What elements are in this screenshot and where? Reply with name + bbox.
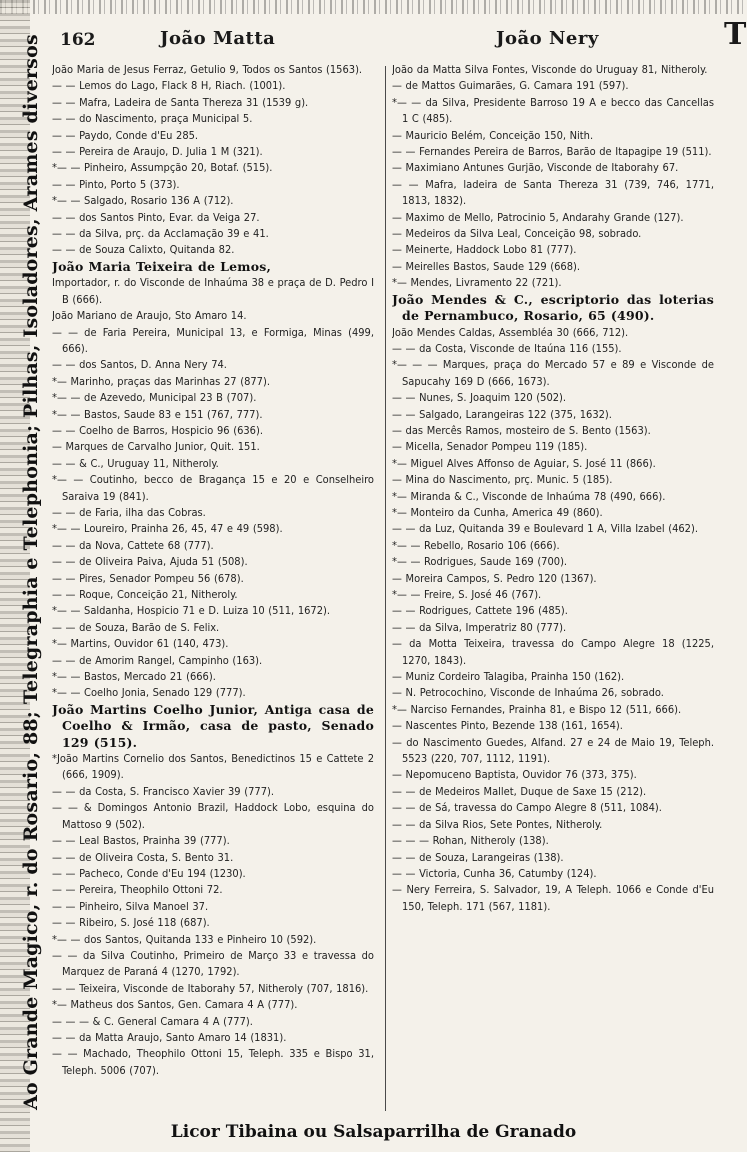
directory-entry: — — da Costa, Visconde de Itaúna 116 (155). [392, 341, 622, 355]
directory-entry: — — do Nascimento, praça Municipal 5. [52, 112, 253, 126]
directory-entry: — Moreira Campos, S. Pedro 120 (1367). [392, 571, 597, 585]
directory-entry: João da Matta Silva Fontes, Visconde do Uruguay 81, Nitheroly. [392, 63, 708, 76]
directory-entry: — — Ribeiro, S. José 118 (687). [52, 916, 210, 930]
directory-entry: — — Paydo, Conde d'Eu 285. [52, 128, 199, 142]
directory-entry: — — Roque, Conceição 21, Nitheroly. [52, 588, 238, 601]
directory-entry: — — Mafra, ladeira de Santa Thereza 31 (739, 746, 1771, 1813, 1832). [392, 177, 714, 208]
directory-entry: — — Salgado, Larangeiras 122 (375, 1632). [392, 407, 612, 421]
directory-heading: João Martins Coelho Junior, Antiga casa de Coelho & Irmão, casa de pasto, Senado 129 (515). [52, 701, 374, 750]
directory-entry: — — Mafra, Ladeira de Santa Thereza 31 (1539 g). [52, 95, 309, 109]
corner-mark: T [724, 17, 747, 52]
directory-entry: *— — Freire, S. José 46 (767). [392, 588, 542, 601]
directory-entry: — — Rodrigues, Cattete 196 (485). [392, 604, 568, 618]
directory-entry: — de Mattos Guimarães, G. Camara 191 (597). [392, 79, 629, 93]
directory-entry: — do Nascimento Guedes, Alfand. 27 e 24 de Maio 19, Teleph. 5523 (220, 707, 1112, 1191). [392, 735, 714, 766]
footer-advert: Licor Tibaina ou Salsaparrilha de Granado [170, 1122, 577, 1142]
directory-entry: *— Miranda & C., Visconde de Inhaúma 78 (490, 666). [392, 489, 666, 503]
directory-entry: — Meinerte, Haddock Lobo 81 (777). [392, 243, 577, 257]
directory-entry: — — Pinto, Porto 5 (373). [52, 177, 180, 191]
directory-entry: — — Leal Bastos, Prainha 39 (777). [52, 834, 230, 848]
directory-entry: — — de Medeiros Mallet, Duque de Saxe 15 (212). [392, 784, 647, 798]
directory-entry: — — de Amorim Rangel, Campinho (163). [52, 653, 263, 667]
directory-entry: — — & C., Uruguay 11, Nitheroly. [52, 456, 219, 470]
directory-entry: — — Pereira de Araujo, D. Julia 1 M (321). [52, 145, 263, 159]
directory-entry: — Micella, Senador Pompeu 119 (185). [392, 440, 588, 454]
page-number: 162 [60, 30, 96, 50]
directory-entry: — — de Souza, Larangeiras (138). [392, 850, 564, 864]
directory-entry: — Meirelles Bastos, Saude 129 (668). [392, 259, 581, 273]
directory-entry: — Maximiano Antunes Gurjão, Visconde de Itaborahy 67. [392, 161, 679, 175]
directory-entry: *— — Coutinho, becco de Bragança 15 e 20 e Conselheiro Saraiva 19 (841). [52, 473, 374, 503]
directory-entry: — da Motta Teixeira, travessa do Campo Alegre 18 (1225, 1270, 1843). [392, 637, 714, 667]
directory-entry: — Nery Ferreira, S. Salvador, 19, A Teleph. 1066 e Conde d'Eu 150, Teleph. 171 (567, 1181). [392, 883, 714, 913]
directory-entry: *— — Rodrigues, Saude 169 (700). [392, 555, 568, 569]
directory-entry: — — dos Santos Pinto, Evar. da Veiga 27. [52, 210, 260, 224]
directory-entry: — — de Oliveira Paiva, Ajuda 51 (508). [52, 555, 248, 569]
directory-entry: *— Matheus dos Santos, Gen. Camara 4 A (777). [52, 998, 298, 1012]
column-divider [385, 66, 386, 1111]
directory-entry: *— Mendes, Livramento 22 (721). [392, 276, 562, 290]
directory-entry: — — Fernandes Pereira de Barros, Barão de Itapagipe 19 (511). [392, 145, 712, 159]
directory-entry: — — Coelho de Barros, Hospicio 96 (636). [52, 423, 263, 437]
directory-entry: *— — Bastos, Saude 83 e 151 (767, 777). [52, 407, 263, 421]
directory-entry: — — de Faria, ilha das Cobras. [52, 505, 206, 519]
side-advert: Ao Grande Magico, r. do Rosario, 88; Telegraphia e Telephonia; Pilhas, Isoladores, Arames diversos [20, 34, 42, 1110]
directory-entry: *— — de Azevedo, Municipal 23 B (707). [52, 391, 257, 405]
directory-entry: — Mina do Nascimento, prç. Munic. 5 (185). [392, 473, 613, 487]
directory-entry: Importador, r. do Visconde de Inhaúma 38 e praça de D. Pedro I B (666). [52, 276, 374, 306]
directory-entry: *— Narciso Fernandes, Prainha 81, e Bispo 12 (511, 666). [392, 702, 682, 716]
directory-entry: — Nascentes Pinto, Bezende 138 (161, 1654). [392, 719, 623, 733]
directory-entry: — Maximo de Mello, Patrocinio 5, Andarahy Grande (127). [392, 210, 684, 224]
directory-entry: *— — Coelho Jonia, Senado 129 (777). [52, 686, 246, 700]
directory-entry: — — da Nova, Cattete 68 (777). [52, 538, 214, 552]
directory-entry: — — — & C. General Camara 4 A (777). [52, 1014, 253, 1028]
running-head-left: João Matta [160, 28, 276, 49]
directory-entry: *— Martins, Ouvidor 61 (140, 473). [52, 637, 229, 651]
directory-entry: — das Mercês Ramos, mosteiro de S. Bento (1563). [392, 423, 651, 437]
directory-entry: — — da Silva Rios, Sete Pontes, Nitheroly. [392, 817, 603, 831]
directory-entry: João Maria de Jesus Ferraz, Getulio 9, Todos os Santos (1563). [52, 63, 363, 76]
directory-entry: — — Pinheiro, Silva Manoel 37. [52, 899, 209, 913]
directory-entry: — — de Souza Calixto, Quitanda 82. [52, 243, 235, 257]
directory-entry: — — Machado, Theophilo Ottoni 15, Teleph. 335 e Bispo 31, Teleph. 5006 (707). [52, 1047, 374, 1077]
directory-entry: — — Nunes, S. Joaquim 120 (502). [392, 391, 567, 405]
directory-entry: — — de Souza, Barão de S. Felix. [52, 620, 220, 634]
directory-entry: *— Monteiro da Cunha, America 49 (860). [392, 505, 603, 519]
directory-entry: — — Lemos do Lago, Flack 8 H, Riach. (1001). [52, 79, 286, 93]
directory-entry: — — dos Santos, D. Anna Nery 74. [52, 358, 227, 372]
directory-entry: *— — Bastos, Mercado 21 (666). [52, 670, 216, 684]
directory-entry: — — de Oliveira Costa, S. Bento 31. [52, 850, 234, 864]
directory-entry: — — Pacheco, Conde d'Eu 194 (1230). [52, 866, 246, 880]
directory-entry: João Mendes Caldas, Assembléa 30 (666, 712). [392, 325, 629, 339]
directory-entry: — Mauricio Belém, Conceição 150, Nith. [392, 128, 594, 142]
directory-entry: — — & Domingos Antonio Brazil, Haddock Lobo, esquina do Mattoso 9 (502). [52, 801, 374, 831]
directory-entry: — — da Costa, S. Francisco Xavier 39 (777). [52, 784, 274, 798]
directory-entry: *— — Saldanha, Hospicio 71 e D. Luiza 10 (511, 1672). [52, 604, 331, 618]
directory-entry: — — de Sá, travessa do Campo Alegre 8 (511, 1084). [392, 801, 662, 815]
directory-entry: *— — dos Santos, Quitanda 133 e Pinheiro 10 (592). [52, 932, 317, 946]
directory-entry: — — da Matta Araujo, Santo Amaro 14 (1831). [52, 1030, 287, 1044]
directory-entry: *— — Rebello, Rosario 106 (666). [392, 538, 560, 552]
directory-entry: *— — Salgado, Rosario 136 A (712). [52, 194, 234, 208]
right-column [392, 62, 714, 1112]
scan-top-noise [0, 0, 747, 14]
directory-entry: — Medeiros da Silva Leal, Conceição 98, sobrado. [392, 227, 642, 241]
directory-entry: *— Marinho, praças das Marinhas 27 (877). [52, 374, 270, 388]
directory-entry: *— — Loureiro, Prainha 26, 45, 47 e 49 (598). [52, 522, 283, 536]
directory-entry: — N. Petrocochino, Visconde de Inhaúma 26, sobrado. [392, 686, 664, 700]
directory-entry: — — — Rohan, Nitheroly (138). [392, 834, 549, 848]
directory-entry: *— — da Silva, Presidente Barroso 19 A e becco das Cancellas 1 C (485). [392, 95, 714, 126]
directory-entry: — Marques de Carvalho Junior, Quit. 151. [52, 440, 260, 454]
directory-entry: — — da Silva, prç. da Acclamação 39 e 41. [52, 227, 269, 241]
directory-entry: — — Pires, Senador Pompeu 56 (678). [52, 571, 244, 585]
directory-entry: — — Teixeira, Visconde de Itaborahy 57, Nitheroly (707, 1816). [52, 981, 369, 995]
directory-entry: — — da Silva, Imperatriz 80 (777). [392, 620, 567, 634]
running-head-right: João Nery [496, 28, 599, 49]
directory-entry: João Mariano de Araujo, Sto Amaro 14. [52, 309, 247, 323]
directory-entry: — — Pereira, Theophilo Ottoni 72. [52, 883, 223, 897]
directory-entry: — — de Faria Pereira, Municipal 13, e Formiga, Minas (499, 666). [52, 325, 374, 355]
left-column [52, 62, 374, 1112]
directory-entry: *João Martins Cornelio dos Santos, Benedictinos 15 e Cattete 2 (666, 1909). [52, 752, 374, 782]
directory-entry: — Muniz Cordeiro Talagiba, Prainha 150 (162). [392, 670, 625, 684]
page-header [56, 17, 747, 54]
directory-entry: — — da Silva Coutinho, Primeiro de Março 33 e travessa do Marquez de Paraná 4 (1270, 1792). [52, 948, 374, 979]
directory-heading: João Mendes & C., escriptorio das loterias de Pernambuco, Rosario, 65 (490). [392, 291, 714, 324]
directory-entry: *— — Pinheiro, Assumpção 20, Botaf. (515). [52, 161, 273, 175]
directory-entry: — — da Luz, Quitanda 39 e Boulevard 1 A, Villa Izabel (462). [392, 522, 698, 536]
directory-entry: — — Victoria, Cunha 36, Catumby (124). [392, 866, 597, 880]
directory-entry: *— Miguel Alves Affonso de Aguiar, S. José 11 (866). [392, 456, 656, 470]
directory-heading: João Maria Teixeira de Lemos, [52, 258, 272, 274]
directory-entry: *— — — Marques, praça do Mercado 57 e 89 e Visconde de Sapucahy 169 D (666, 1673). [392, 358, 714, 388]
directory-entry: — Nepomuceno Baptista, Ouvidor 76 (373, 375). [392, 768, 637, 782]
